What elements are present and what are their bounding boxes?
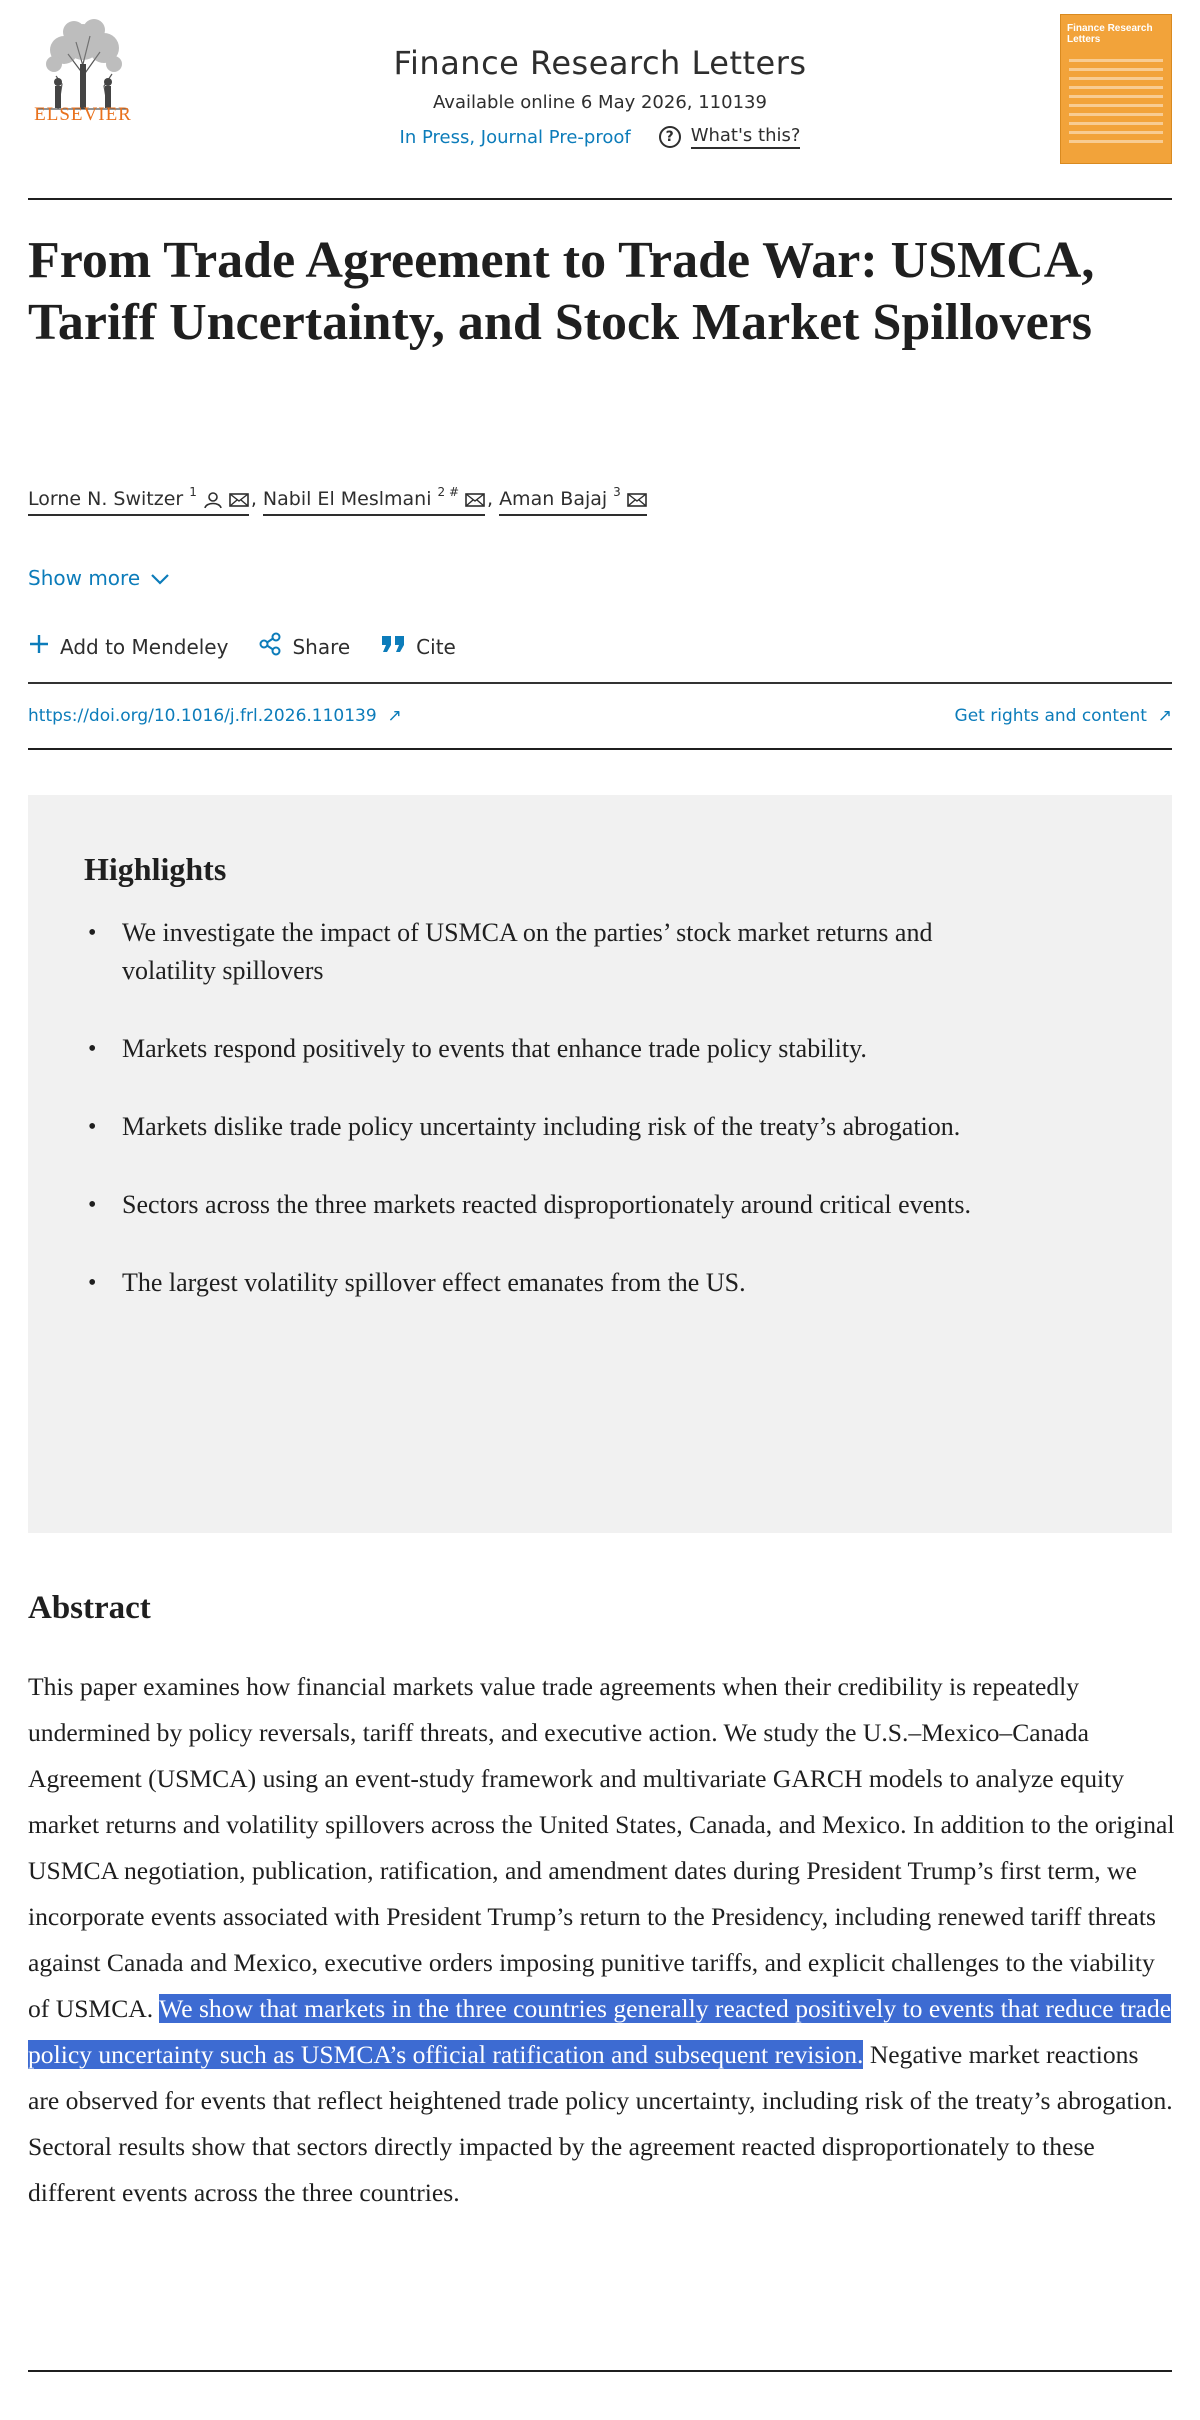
author-name: Nabil El Meslmani <box>262 488 432 510</box>
mail-icon <box>465 491 485 507</box>
highlight-item: • Sectors across the three markets reacted disproportionately around critical events. <box>84 1186 1024 1224</box>
publisher-name: ELSEVIER <box>34 104 132 125</box>
whats-this-button[interactable] <box>659 125 801 149</box>
author-separator: , <box>250 488 257 510</box>
abstract-text-part: This paper examines how financial markets value trade agreements when their credibility is repeatedly undermined by policy reversals, tariff threats, and executive action. We study the U.S.–Mexico–Canada Agreement (USMCA) using an event-study framework and multivariate GARCH models to analyze equity market returns and volatility spillovers across the United States, Canada, and Mexico. In addition to the original USMCA negotiation, publication, ratification, and amendment dates during President Trump’s first term, we incorporate events associated with President Trump’s return to the Presidency, including renewed tariff threats against Canada and Mexico, executive orders imposing punitive tariffs, and explicit challenges to the viability of USMCA. <box>28 1672 1175 2023</box>
author-link-elmeslmani[interactable] <box>262 485 485 516</box>
author-link-bajaj[interactable] <box>499 485 647 516</box>
rights-text: Get rights and content <box>954 706 1147 726</box>
author-separator: , <box>487 488 494 510</box>
person-icon <box>203 491 223 507</box>
author-list <box>28 485 647 516</box>
highlight-item: • We investigate the impact of USMCA on the parties’ stock market returns and volatility spillovers <box>84 914 1024 990</box>
get-rights-link[interactable] <box>955 706 1172 726</box>
selected-text[interactable]: We show that markets in the three countries generally reacted positively to events that reduce trade policy uncertainty such as USMCA’s official ratification and subsequent revision. <box>28 1994 1172 2069</box>
highlight-item: • Markets dislike trade policy uncertainty including risk of the treaty’s abrogation. <box>84 1108 1024 1146</box>
cover-decoration <box>1069 59 1163 149</box>
show-more-button[interactable] <box>28 566 170 590</box>
article-header <box>28 0 1172 198</box>
article-title: From Trade Agreement to Trade War: USMCA, Tariff Uncertainty, and Stock Market Spillovers <box>28 232 1095 351</box>
abstract-text <box>28 1664 1176 2216</box>
author-affiliation-sup: 1 <box>189 485 197 499</box>
abstract-heading: Abstract <box>28 1590 151 1626</box>
article-page <box>28 0 1175 2420</box>
abstract-text-part: Negative market reactions are observed for events that reflect heightened trade policy uncertainty, including risk of the treaty’s abrogation. Sectoral results show that sectors directly impacted by the agreement reacted disproportionately to these different events across the three countries. <box>28 2040 1173 2207</box>
author-affiliation-sup: 3 <box>613 485 621 499</box>
abstract-divider <box>28 2370 1172 2372</box>
header-divider <box>28 198 1172 200</box>
mail-icon <box>229 491 249 507</box>
journal-cover-thumbnail[interactable] <box>1060 14 1172 164</box>
share-label: Share <box>292 634 351 659</box>
doi-link[interactable] <box>28 706 402 726</box>
cover-title: Finance Research Letters <box>1067 23 1153 45</box>
doi-divider <box>28 748 1172 750</box>
chevron-down-icon <box>150 566 170 590</box>
plus-icon <box>28 633 50 660</box>
highlights-heading: Highlights <box>84 851 227 887</box>
doi-row <box>28 706 1172 726</box>
mail-icon <box>627 491 647 507</box>
add-to-mendeley-button[interactable] <box>28 632 228 661</box>
mendeley-label: Add to Mendeley <box>60 634 229 659</box>
journal-info <box>328 44 872 149</box>
cite-button[interactable] <box>380 632 456 661</box>
show-more-label: Show more <box>28 566 141 590</box>
share-button[interactable] <box>258 632 350 661</box>
external-link-icon: ↗ <box>382 706 402 726</box>
author-affiliation-sup: 2 # <box>437 485 460 499</box>
highlights-section <box>28 795 1172 1533</box>
doi-text: https://doi.org/10.1016/j.frl.2026.110139 <box>28 706 377 726</box>
availability-text: Available online 6 May 2026, 110139 <box>433 92 767 113</box>
author-link-switzer[interactable] <box>28 485 249 516</box>
actions-divider <box>28 682 1172 684</box>
journal-status-row <box>328 125 872 149</box>
author-name: Lorne N. Switzer <box>28 488 184 510</box>
highlight-item: • The largest volatility spillover effect emanates from the US. <box>84 1264 1024 1302</box>
pre-proof-link[interactable]: In Press, Journal Pre-proof <box>399 126 631 148</box>
highlight-item: • Markets respond positively to events that enhance trade policy stability. <box>84 1030 1024 1068</box>
share-icon <box>258 632 282 661</box>
highlights-list <box>84 914 1116 1302</box>
whats-this-label: What's this? <box>691 125 801 149</box>
author-name: Aman Bajaj <box>499 488 608 510</box>
journal-title-link[interactable]: Finance Research Letters <box>393 44 807 82</box>
cite-label: Cite <box>416 634 456 659</box>
article-actions <box>28 632 456 661</box>
external-link-icon: ↗ <box>1152 706 1172 726</box>
quote-icon <box>380 634 406 659</box>
question-circle-icon: ? <box>659 126 681 148</box>
